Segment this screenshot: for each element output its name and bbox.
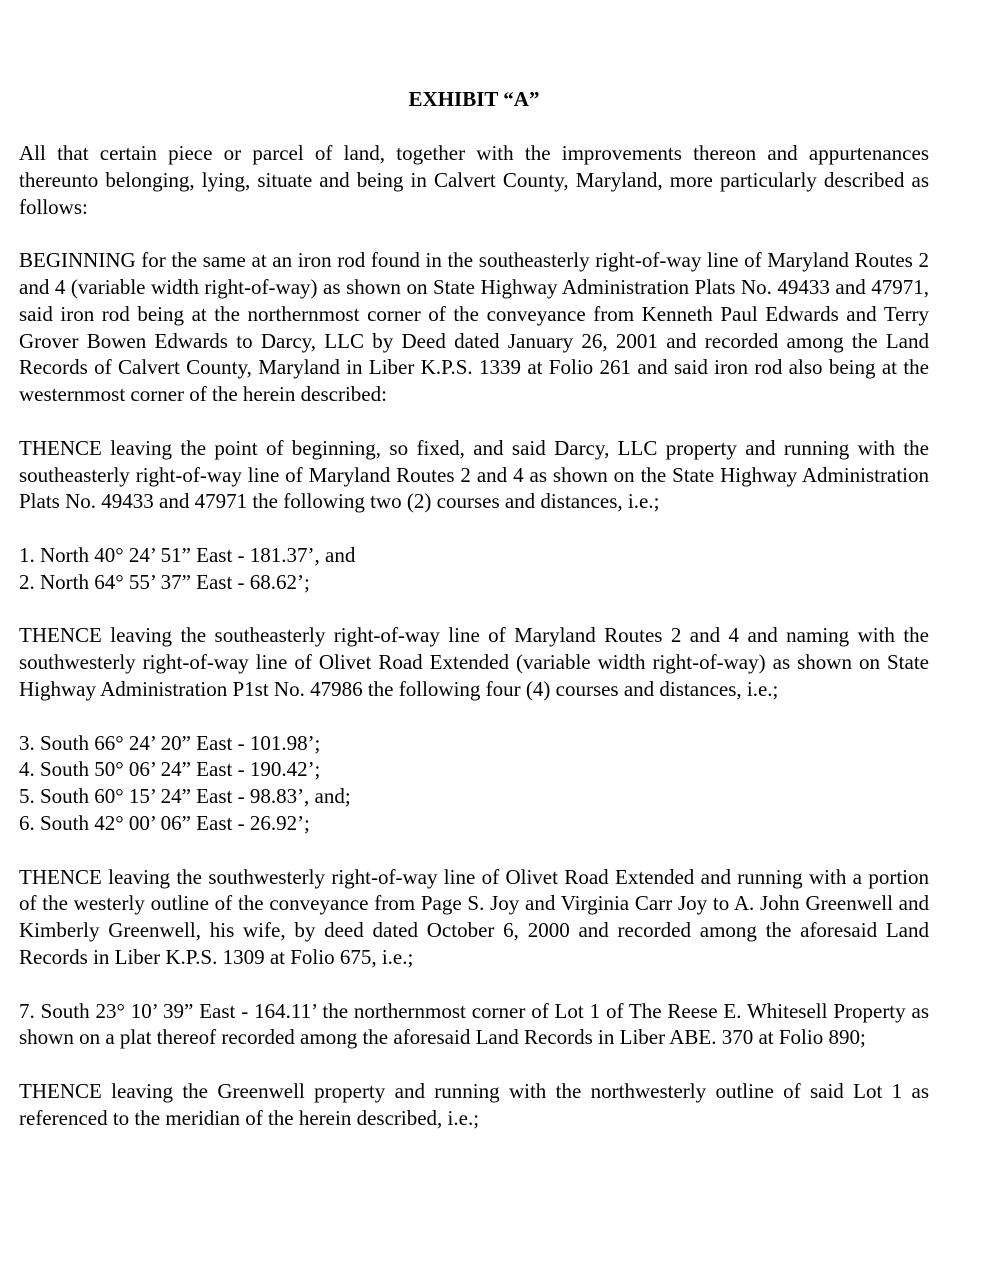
course-item-5: 5. South 60° 15’ 24” East - 98.83’, and; xyxy=(19,784,351,809)
thence-paragraph-4: THENCE leaving the Greenwell property and running with the northwesterly outline of said Lot 1 as referenced to the meridian of the herein described, i.e.; xyxy=(19,1078,929,1130)
course-item-2: 2. North 64° 55’ 37” East - 68.62’; xyxy=(19,569,310,594)
course-item-4: 4. South 50° 06’ 24” East - 190.42’; xyxy=(19,757,321,782)
courses-list-2 xyxy=(19,730,929,837)
thence-paragraph-1: THENCE leaving the point of beginning, so fixed, and said Darcy, LLC property and running with the southeasterly right-of-way line of Maryland Routes 2 and 4 as shown on the State Highway Administration Plats No. 49433 and 47971 the following two (2) courses and distances, i.e.; xyxy=(19,435,929,514)
thence-paragraph-3: THENCE leaving the southwesterly right-of-way line of Olivet Road Extended and running with a portion of the westerly outline of the conveyance from Page S. Joy and Virginia Carr Joy to A. John Greenwell and Kimberly Greenwell, his wife, by deed dated October 6, 2000 and recorded among the aforesaid Land Records in Liber K.P.S. 1309 at Folio 675, i.e.; xyxy=(19,864,929,969)
course-item-3: 3. South 66° 24’ 20” East - 101.98’; xyxy=(19,730,321,755)
beginning-paragraph: BEGINNING for the same at an iron rod found in the southeasterly right-of-way line of Maryland Routes 2 and 4 (variable width right-of-way) as shown on State Highway Administration Plats No. 49433 and 47971, said iron rod being at the northernmost corner of the conveyance from Kenneth Paul Edwards and Terry Grover Bowen Edwards to Darcy, LLC by Deed dated January 26, 2001 and recorded among the Land Records of Calvert County, Maryland in Liber K.P.S. 1339 at Folio 261 and said iron rod also being at the westernmost corner of the herein described: xyxy=(19,248,929,407)
courses-list-1 xyxy=(19,542,929,596)
document-page xyxy=(19,86,929,1158)
course-item-7: 7. South 23° 10’ 39” East - 164.11’ the northernmost corner of Lot 1 of The Reese E. Whitesell Property as shown on a plat thereof recorded among the aforesaid Land Records in Liber ABE. 370 at Folio 890; xyxy=(19,998,929,1050)
course-item-1: 1. North 40° 24’ 51” East - 181.37’, and xyxy=(19,542,356,567)
course-item-6: 6. South 42° 00’ 06” East - 26.92’; xyxy=(19,810,310,835)
intro-paragraph: All that certain piece or parcel of land, together with the improvements thereon and appurtenances thereunto belonging, lying, situate and being in Calvert County, Maryland, more particularly described as follows: xyxy=(19,141,929,219)
exhibit-title: EXHIBIT “A” xyxy=(408,87,540,111)
thence-paragraph-2: THENCE leaving the southeasterly right-of-way line of Maryland Routes 2 and 4 and naming with the southwesterly right-of-way line of Olivet Road Extended (variable width right-of-way) as shown on State Highway Administration P1st No. 47986 the following four (4) courses and distances, i.e.; xyxy=(19,623,929,701)
